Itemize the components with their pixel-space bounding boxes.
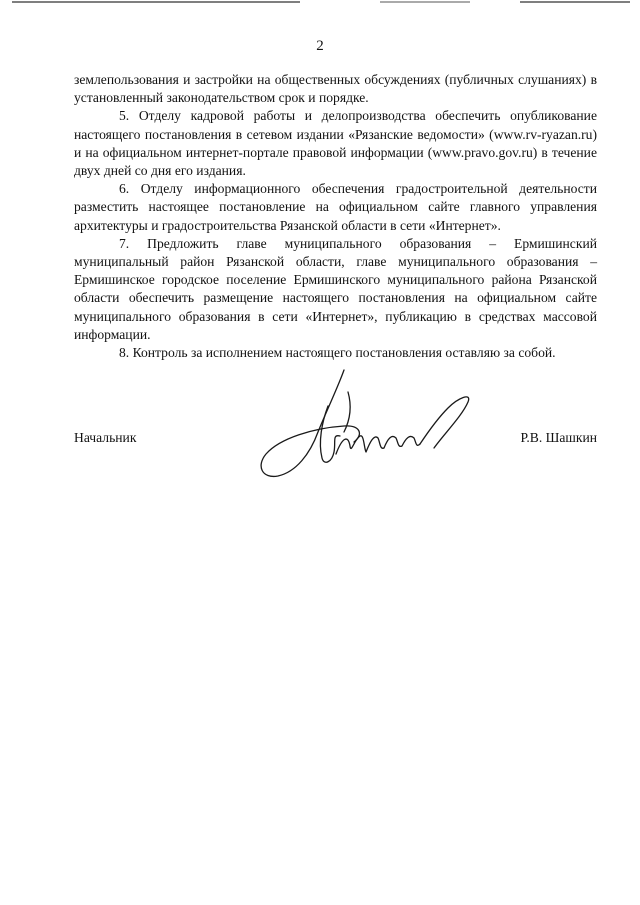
paragraph-item-5: 5. Отделу кадровой работы и делопроизводства обеспечить опубликование настоящего постановления в сетевом издании «Рязанские ведомости» (www.rv-ryazan.ru) и на официальном интернет-портале правовой информации (www.pravo.gov.ru) в течение двух дней со дня его издания.: [74, 108, 597, 179]
signatory-name: Р.В. Шашкин: [520, 430, 597, 445]
signatory-title: Начальник: [74, 430, 137, 445]
scan-edge-marks: [0, 0, 640, 8]
paragraph-item-7: 7. Предложить главе муниципального образования – Ермишинский муниципальный район Рязанской области, главе муниципального образования – Ермишинское городское поселение Ермишинского муниципального района Рязанской области обеспечить размещение настоящего постановления на официальном сайте муниципального образования в сети «Интернет», публикацию в средствах массовой информации.: [74, 235, 597, 342]
paragraph-item-6: 6. Отделу информационного обеспечения градостроительной деятельности разместить настоящее постановление на официальном сайте главного управления архитектуры и градостроительства Рязанской области в сети «Интернет».: [74, 181, 597, 233]
handwritten-signature: [252, 362, 482, 497]
document-body: [74, 71, 597, 362]
paragraph-continuation: землепользования и застройки на общественных обсуждениях (публичных слушаниях) в установленный законодательством срок и порядке.: [74, 72, 597, 106]
page-number: 2: [316, 38, 324, 54]
paragraph-item-8: 8. Контроль за исполнением настоящего постановления оставляю за собой.: [119, 345, 556, 361]
